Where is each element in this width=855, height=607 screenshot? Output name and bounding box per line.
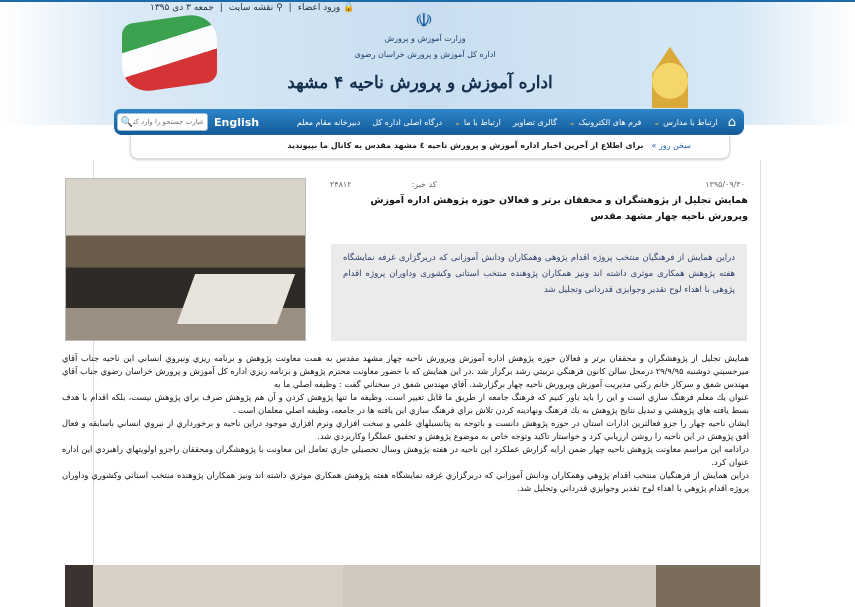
body-paragraph: عنوان يك معلم فرهنگ سازي است و اين را بايد باور كنيم كه فرهنگ جامعه از طريق ما قابل تغيير است. وظيفه ما تنها پژوهش كردن و آن هم پژوهش صرف براي پژوهش نيست، بلكه اقدام با هدف بسط يافته هاي پژوهشي و تبديل نتايج پژوهش به يك فرهنگ ونهادينه كردن تلاش براي فرهنگ سازي اين يافته ها در جامعه، وظيفه اصلي معلمان است . [62, 392, 749, 415]
news-date: ۱۳۹۵/۰۹/۳۰ [705, 180, 745, 189]
nav-item-teacher-secretariat[interactable]: دبیرخانه مقام معلم [296, 117, 361, 127]
ticker-message[interactable]: برای اطلاع از آخرین اخبار اداره آموزش و پرورش ناحیه ٤ مشهد مقدس به کانال ما بپیوندید [287, 141, 644, 150]
search-icon[interactable]: 🔍 [120, 116, 133, 128]
iran-flag-image [122, 11, 217, 94]
nav-item-main-portal[interactable]: درگاه اصلی اداره کل [372, 117, 443, 127]
english-link[interactable]: English [214, 115, 260, 129]
emblem-icon: ☫ [415, 8, 433, 32]
nav-item-forms[interactable] [569, 118, 641, 127]
nav-item-schools[interactable] [653, 118, 717, 127]
content-border [760, 160, 761, 607]
search-input[interactable] [133, 118, 207, 126]
news-photo[interactable] [65, 178, 306, 341]
news-headline: همایش تجلیل از پژوهشگران و محققان برتر و فعالان حوزه پژوهش اداره آموزش وپرورش ناحیه چهار مشهد مقدس [370, 195, 748, 222]
sitemap-label: نقشه سایت [228, 3, 274, 13]
separator: | [288, 3, 292, 13]
top-strip [0, 0, 855, 2]
login-label: ورود اعضاء [297, 3, 341, 13]
shrine-image [640, 40, 700, 108]
body-paragraph: ايشان ناحيه چهار را جزو فعالترين ادارات استان در حوزه پژوهش دانست و باتوجه به پتانسيلهاي علمي و سخت افزاري ونرم افزاري موجود دراين ناحيه و برخورداري از نيروي انساني باسابقه و فعال افق پژوهش در اين ناحيه را روشن ارزيابي كرد و خواستار تاكيد وتوجه خاص به موضوع پژوهش و تحقيق عملگرا وكاربردي شد. [62, 418, 749, 441]
nav-item-gallery[interactable]: گالری تصاویر [512, 117, 557, 127]
ministry-name: وزارت آموزش و پرورش [384, 34, 466, 43]
news-body [62, 352, 749, 495]
current-date: جمعه ۳ دی ۱۳۹۵ [150, 3, 214, 13]
nav-label: فرم های الکترونیک [578, 117, 642, 127]
chevron-down-icon: ⌄ [568, 117, 576, 127]
site-header [0, 0, 855, 125]
top-links [150, 3, 354, 13]
news-code-label: کد خبر: [411, 180, 437, 189]
separator: | [219, 3, 223, 13]
chevron-down-icon: ⌄ [653, 117, 661, 127]
nav-item-contact[interactable] [454, 118, 501, 127]
chevron-down-icon: ⌄ [454, 117, 461, 127]
main-nav [114, 109, 744, 135]
news-ticker [130, 135, 730, 159]
news-lead: دراین همایش از فرهنگیان منتخب پروژه اقدام پژوهی وهمکاران ودانش آموزانی که دربرگزاری غرفه نمایشگاه هفته پژوهش همکاری موثری داشته اند ونیز همکاران پژوهنده منتخب استانی وکشوری وداوران پروژه اقدام پژوهی با اهداء لوح تقدیر وجوایزی قدردانی وتجلیل شد [331, 244, 747, 341]
body-paragraph: درادامه اين مراسم معاونت پژوهش ناحيه چهار ضمن ارايه گزارش عملكرد اين ناحيه در هفته پژوهش وسال تحصيلي جاري تعامل اين معاونت با پژوهشگران ومحققان راجزو اولويتهاي راهبردي اين اداره عنوان كرد. [62, 444, 749, 467]
site-title[interactable]: اداره آموزش و پرورش ناحیه ۴ مشهد [287, 73, 553, 93]
province-name: اداره کل آموزش و پرورش خراسان رضوی [354, 50, 496, 59]
news-meta [330, 180, 745, 192]
sitemap-link[interactable]: ⚲ نقشه سایت [228, 3, 283, 13]
body-paragraph: دراين همايش از فرهنگيان منتخب اقدام پژوهي وهمكاران ودانش آموزاني كه دربرگزاري غرفه نمايشگاه هفته پژوهش همكاري موثري داشته اند ونيز همكاران پژوهنده منتخب استاني وكشوري وداوران پروژه اقدام پژوهي با اهداء لوح تقدير وجوايزي قدرداني وتجليل شد. [62, 470, 749, 493]
home-icon[interactable]: ⌂ [727, 114, 736, 130]
nav-label: ارتباط با مدارس [663, 117, 718, 127]
news-photo-2[interactable] [65, 565, 760, 607]
body-paragraph: همايش تجليل از پژوهشگران و محققان برتر و فعالان حوزه پژوهش اداره آموزش وپرورش ناحيه چهار مشهد مقدس به همت معاونت پژوهش و برنامه ريزي ونيروي انساني اين ناحيه جناب آقاي ميرحسيني دوشنبه ۲۹/۹/۹۵ درمحل سالن كانون فرهنگي تربيتي رشد برگزار شد .در اين همايش كه با حضور معاونت محترم پژوهش و برنامه ريزي اداره كل آموزش و پرورش خراسان رضوي جناب آقاي مهندس شفق و سركار خانم ركني مديريت آموزش وپرورش ناحيه چهار برگزارشد. آقاي مهندس شفق در سخناني گفت : وظيفه اصلي ما به [62, 353, 749, 389]
nav-label: ارتباط با ما [463, 117, 501, 127]
login-link[interactable]: 🔒 ورود اعضاء [297, 3, 355, 13]
search-box [117, 113, 208, 131]
ticker-label: سخن روز » [651, 141, 691, 150]
news-code: ۲۴۸۱۲ [330, 180, 352, 189]
